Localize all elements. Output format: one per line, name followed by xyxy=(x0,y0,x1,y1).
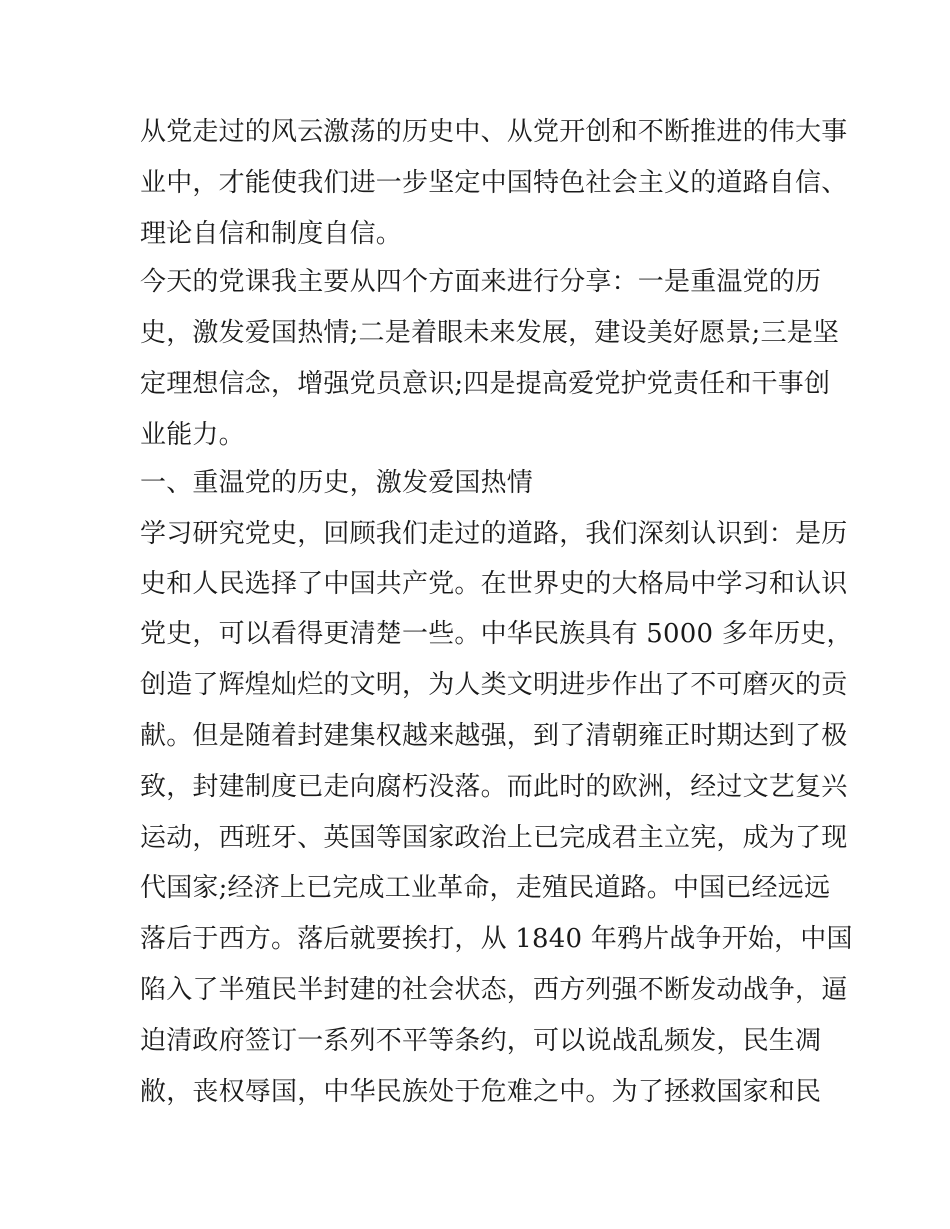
text-line: 致，封建制度已走向腐朽没落。而此时的欧洲，经过文艺复兴 xyxy=(140,772,848,802)
text-line: 史和人民选择了中国共产党。在世界史的大格局中学习和认识 xyxy=(140,569,848,599)
text-line: 史，激发爱国热情;二是着眼未来发展，建设美好愿景;三是坚 xyxy=(140,318,840,348)
section-heading: 一、重温党的历史，激发爱国热情 xyxy=(140,468,534,498)
text-line: 党史，可以看得更清楚一些。中华民族具有 5000 多年历史， xyxy=(140,619,853,649)
text-line: 今天的党课我主要从四个方面来进行分享：一是重温党的历 xyxy=(140,267,822,297)
text-line: 业中，才能使我们进一步坚定中国特色社会主义的道路自信、 xyxy=(140,168,848,198)
text-line: 定理想信念，增强党员意识;四是提高爱党护党责任和干事创 xyxy=(140,369,831,399)
text-line: 落后于西方。落后就要挨打，从 1840 年鸦片战争开始，中国 xyxy=(140,924,853,954)
text-line: 迫清政府签订一系列不平等条约，可以说战乱频发，民生凋 xyxy=(140,1026,822,1056)
text-line: 从党走过的风云激荡的历史中、从党开创和不断推进的伟大事 xyxy=(140,117,848,147)
text-line: 敝，丧权辱国，中华民族处于危难之中。为了拯救国家和民 xyxy=(140,1077,822,1107)
text-line: 陷入了半殖民半封建的社会状态，西方列强不断发动战争，逼 xyxy=(140,975,848,1005)
text-line: 献。但是随着封建集权越来越强，到了清朝雍正时期达到了极 xyxy=(140,721,848,751)
text-line: 代国家;经济上已完成工业革命，走殖民道路。中国已经远远 xyxy=(140,873,831,903)
text-line: 理论自信和制度自信。 xyxy=(140,219,403,249)
text-line: 学习研究党史，回顾我们走过的道路，我们深刻认识到：是历 xyxy=(140,519,848,549)
text-line: 业能力。 xyxy=(140,420,245,450)
text-line: 运动，西班牙、英国等国家政治上已完成君主立宪，成为了现 xyxy=(140,823,848,853)
text-line: 创造了辉煌灿烂的文明，为人类文明进步作出了不可磨灭的贡 xyxy=(140,670,848,700)
